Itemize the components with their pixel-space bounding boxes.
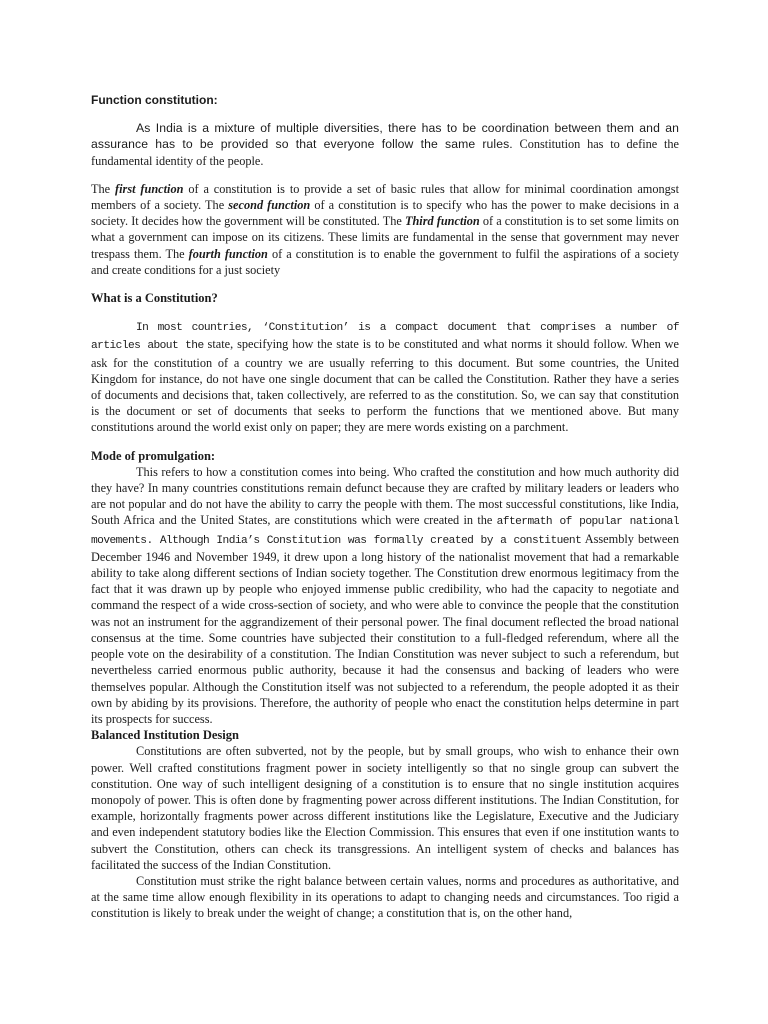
paragraph-functions [91,181,679,278]
paragraph-what-is-constitution [91,318,679,435]
term-fourth-function: fourth function [188,246,268,261]
text-run: This refers to how a constitution comes into being. Who crafted the constitution and how much authority did they have? In many countries constitutions remain defunct because they are crafted by military leaders or leaders who are not popular and do not have the ability to carry the people with them. The most successful constitutions, like India, South Africa and the United States, are constitutions which were created in the [91,464,679,528]
text-run: of a constitution is to provide a set of basic rules that allow for minimal coordination amongst members of a society. The [91,181,680,213]
paragraph-diversity-serif-text: Constitution has to define the fundamental identity of the people. [91,137,679,168]
paragraph-promulgation [91,464,679,727]
text-run: Assembly between December 1946 and November 1949, it drew upon a long history of the nationalist movement that had a remarkable ability to take along different sections of Indian society together. The Constitution drew enormous legitimacy from the fact that it was drawn up by people who enjoyed immense public credibility, who had the capacity to negotiate and command the respect of a wide cross-section of society, and who were able to convince the people that the constitution was not an instrument for the aggrandizement of their personal power. The final document reflected the broad national consensus at the time. Some countries have subjected their constitution to a full-fledged referendum, where all the people vote on the desirability of a constitution. The Indian Constitution was never subject to such a referendum, but nevertheless carried enormous public authority, because it had the consensus and backing of leaders who were themselves popular. Although the Constitution itself was not subjected to a referendum, the people adopted it as their own by abiding by its provisions. Therefore, the authority of people who enact the constitution helps determine in part its prospects for success. [91,531,680,726]
heading-what-is-constitution: What is a Constitution? [91,291,218,306]
document-page [91,92,679,922]
paragraph-balanced-design: Constitutions are often subverted, not by the people, but by small groups, who wish to enhance their own power. Well crafted constitutions fragment power in society intelligently so that no single group can subvert the constitution. One way of such intelligent designing of a constitution is to ensure that no single institution acquires monopoly of power. This is often done by fragmenting power across different institutions. The Indian Constitution, for example, horizontally fragments power across different institutions like the Legislature, Executive and the Judiciary and even independent statutory bodies like the Election Commission. This ensures that even if one institution wants to subvert the Constitution, others can check its transgressions. An intelligent system of checks and balances has facilitated the success of the Indian Constitution. [91,744,679,872]
text-run: of a constitution is to enable the government to fulfil the aspirations of a society and create conditions for a just society [91,246,680,277]
paragraph-diversity-sans-text: As India is a mixture of multiple diversities, there has to be coordination between them and an assurance has to be provided so that everyone follow the same rules. [91,121,679,152]
text-run: of a constitution is to set some limits on what a government can impose on its citizens. These limits are fundamental in the sense that government may never trespass them. The [91,214,679,261]
mono-text-run: In most countries, ‘Constitution’ is a compact document that comprises a number of articles about the [91,322,679,353]
text-run: The [91,181,116,196]
text-run: of a constitution is to specify who has the power to make decisions in a society. It decides how the government will be constituted. The [91,198,679,229]
term-third-function: Third function [404,214,480,229]
term-second-function: second function [228,198,311,213]
term-first-function: first function [115,181,184,196]
paragraph-balance-values: Constitution must strike the right balance between certain values, norms and procedures as authoritative, and at the same time allow enough flexibility in its operations to adapt to changing needs and circumstances. Too rigid a constitution is likely to break under the weight of change; a constitution that is, on the other hand, [91,873,679,921]
heading-function-constitution: Function constitution: [91,93,218,107]
mono-text-run: aftermath of popular national movements. Although India’s Constitution was formally created by a constituent [91,516,679,547]
heading-mode-of-promulgation: Mode of promulgation: [91,448,216,463]
heading-balanced-institution-design: Balanced Institution Design [91,728,239,743]
paragraph-diversity [91,120,679,169]
text-run: state, specifying how the state is to be constituted and what norms it should follow. When we ask for the constitution of a country we are usually referring to this document. But some countries, the United Kingdom for instance, do not have one single document that can be called the Constitution. Rather they have a series of documents and decisions that, taken collectively, are referred to as the constitution. So, we can say that constitution is the document or set of documents that seeks to perform the functions that we mentioned above. But many constitutions around the world exist only on paper; they are mere words existing on a parchment. [91,337,679,435]
